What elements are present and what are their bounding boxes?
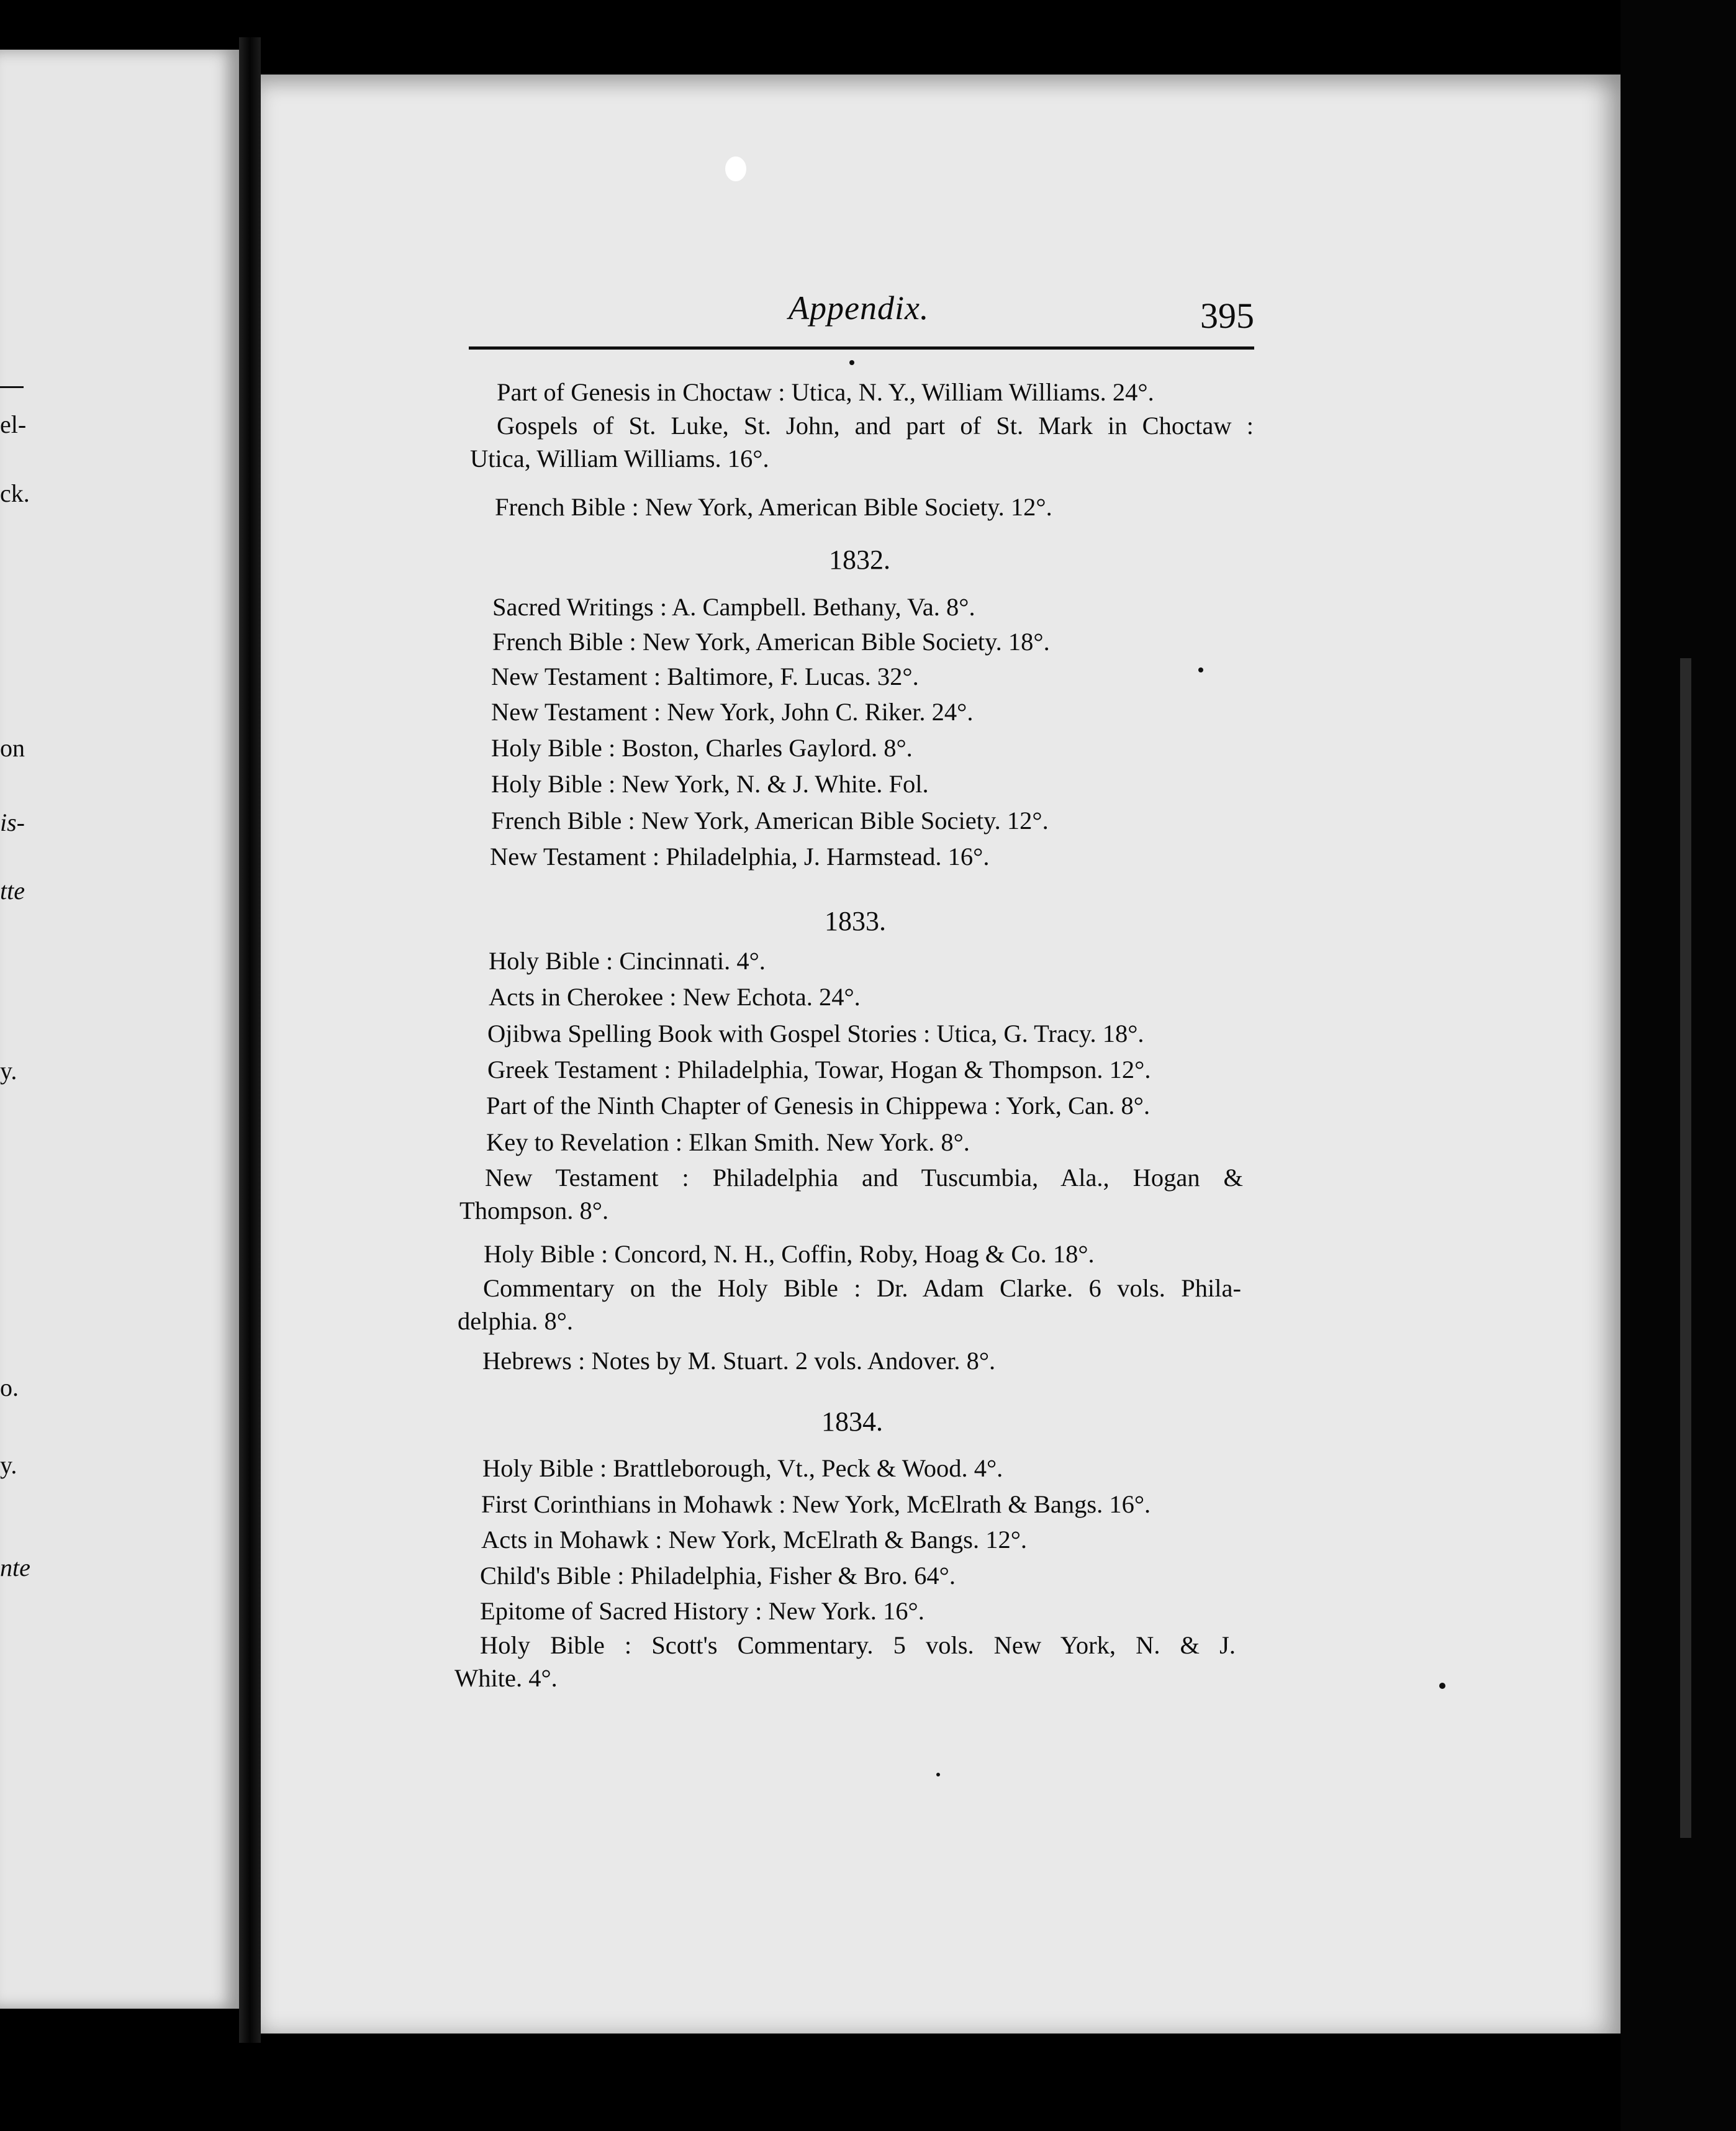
book-gutter xyxy=(239,37,261,2043)
scan-dot xyxy=(1439,1683,1445,1689)
list-item: Key to Revelation : Elkan Smith. New York. 8°. xyxy=(486,1128,970,1156)
list-item: French Bible : New York, American Bible Society. 18°. xyxy=(492,628,1050,656)
list-item xyxy=(454,1633,1236,1691)
list-item: Sacred Writings : A. Campbell. Bethany, Va. 8°. xyxy=(492,593,975,621)
left-page-fragment: tte xyxy=(0,877,25,905)
left-page-header-rule xyxy=(0,386,24,388)
left-page-fragment: ck. xyxy=(0,479,30,507)
list-item: Ojibwa Spelling Book with Gospel Stories : Utica, G. Tracy. 18°. xyxy=(487,1020,1144,1047)
list-item xyxy=(470,414,1254,471)
left-page-fragment: nte xyxy=(0,1554,30,1581)
list-item: Holy Bible : Cincinnati. 4°. xyxy=(489,947,766,975)
year-heading-1832: 1832. xyxy=(829,545,890,575)
list-item: Holy Bible : Boston, Charles Gaylord. 8°. xyxy=(491,734,913,762)
list-item: Hebrews : Notes by M. Stuart. 2 vols. Andover. 8°. xyxy=(482,1347,996,1375)
list-item: French Bible : New York, American Bible Society. 12°. xyxy=(495,493,1052,521)
left-page-fragment: is- xyxy=(0,808,25,836)
scan-background xyxy=(1621,0,1736,2131)
scan-speck xyxy=(725,156,746,181)
left-page-fragment: o. xyxy=(0,1373,19,1401)
book-page xyxy=(261,75,1621,2034)
entry-line: Holy Bible : Scott's Commentary. 5 vols. New York, N. & J. xyxy=(480,1631,1236,1659)
entry-line: Gospels of St. Luke, St. John, and part of St. Mark in Choctaw : xyxy=(497,412,1254,440)
left-page-fragment: el- xyxy=(0,410,27,438)
entry-line: White. 4°. xyxy=(454,1663,558,1692)
list-item: Holy Bible : Brattleborough, Vt., Peck & Wood. 4°. xyxy=(482,1454,1003,1482)
scan-dot xyxy=(849,360,854,365)
list-item: French Bible : New York, American Bible Society. 12°. xyxy=(491,807,1049,835)
list-item xyxy=(458,1276,1241,1334)
entry-line: Commentary on the Holy Bible : Dr. Adam Clarke. 6 vols. Phila- xyxy=(483,1274,1241,1302)
left-page-fragment: y. xyxy=(0,1057,17,1085)
list-item: First Corinthians in Mohawk : New York, McElrath & Bangs. 16°. xyxy=(481,1490,1151,1518)
page-number: 395 xyxy=(1200,296,1254,336)
scan-dot xyxy=(936,1773,940,1776)
list-item: Epitome of Sacred History : New York. 16°. xyxy=(480,1597,925,1625)
running-title: Appendix. xyxy=(789,289,929,327)
list-item: New Testament : Baltimore, F. Lucas. 32°. xyxy=(491,663,919,690)
list-item: Child's Bible : Philadelphia, Fisher & Bro. 64°. xyxy=(480,1562,956,1590)
list-item xyxy=(459,1165,1243,1223)
entry-line: delphia. 8°. xyxy=(458,1306,574,1335)
list-item: Greek Testament : Philadelphia, Towar, Hogan & Thompson. 12°. xyxy=(487,1056,1151,1084)
list-item: Part of Genesis in Choctaw : Utica, N. Y., William Williams. 24°. xyxy=(497,378,1154,406)
list-item: Holy Bible : New York, N. & J. White. Fol. xyxy=(491,770,929,798)
list-item: New Testament : Philadelphia, J. Harmstead. 16°. xyxy=(490,843,990,871)
year-heading-1834: 1834. xyxy=(821,1406,883,1437)
scan-dot xyxy=(1198,667,1203,672)
left-page-fragment: y. xyxy=(0,1451,17,1479)
list-item: New Testament : New York, John C. Riker. 24°. xyxy=(491,698,974,726)
left-page-edge xyxy=(0,50,239,2009)
list-item: Acts in Mohawk : New York, McElrath & Bangs. 12°. xyxy=(481,1526,1028,1554)
next-page-edge xyxy=(1680,658,1691,1838)
left-page-fragment: on xyxy=(0,734,25,762)
entry-line: Thompson. 8°. xyxy=(459,1196,609,1224)
page-header xyxy=(469,283,1254,357)
entry-line: Utica, William Williams. 16°. xyxy=(470,444,769,473)
list-item: Holy Bible : Concord, N. H., Coffin, Roby, Hoag & Co. 18°. xyxy=(484,1240,1095,1268)
year-heading-1833: 1833. xyxy=(825,906,886,936)
list-item: Acts in Cherokee : New Echota. 24°. xyxy=(489,983,861,1011)
header-rule xyxy=(469,346,1254,350)
entry-line: New Testament : Philadelphia and Tuscumbia, Ala., Hogan & xyxy=(485,1164,1243,1192)
list-item: Part of the Ninth Chapter of Genesis in Chippewa : York, Can. 8°. xyxy=(486,1092,1151,1120)
